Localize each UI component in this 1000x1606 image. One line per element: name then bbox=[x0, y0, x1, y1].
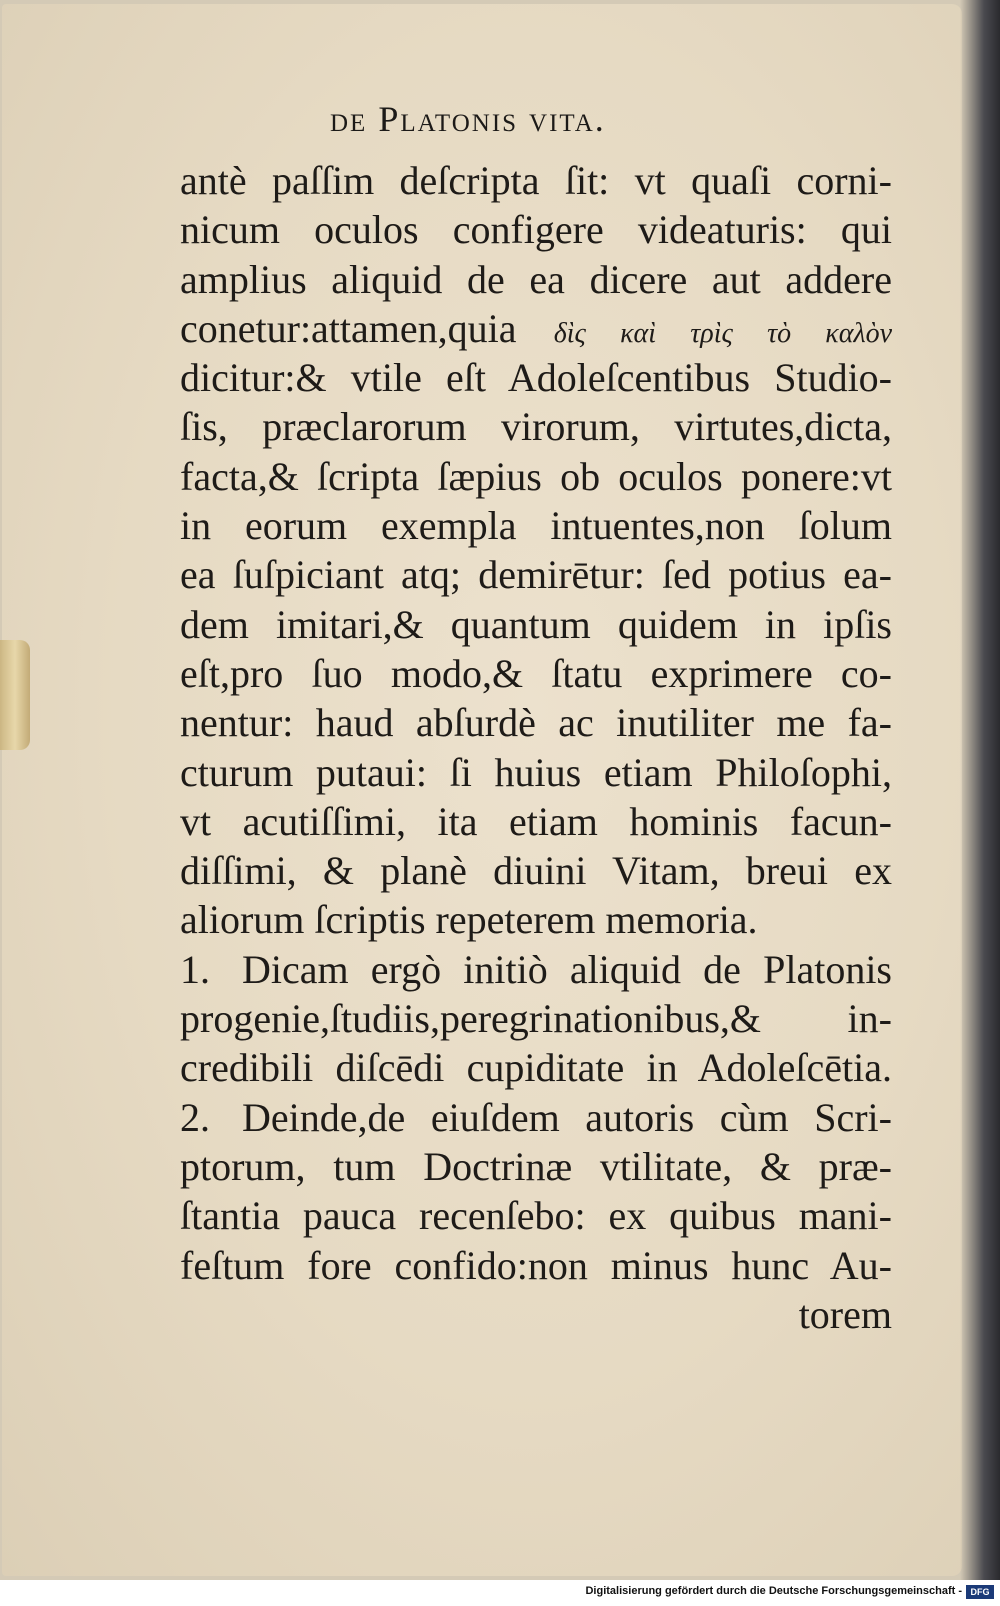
text-line-with-greek bbox=[180, 304, 892, 353]
text-line: ſtantia pauca recenſebo: ex quibus mani- bbox=[180, 1193, 892, 1239]
text-line: ſis, præclarorum virorum, virtutes,dicta, bbox=[180, 404, 892, 450]
greek-phrase: δὶς καὶ τρὶς τὸ καλὸν bbox=[553, 317, 892, 349]
text-line: dem imitari,& quantum quidem in ipſis bbox=[180, 601, 892, 647]
dfg-logo: DFG bbox=[966, 1585, 994, 1599]
text-line: facta,& ſcripta ſæpius ob oculos ponere:vt bbox=[180, 453, 892, 499]
footer-bar bbox=[0, 1580, 1000, 1606]
text-line: dicitur:& vtile eſt Adoleſcentibus Studio- bbox=[180, 355, 892, 401]
text-line: diſſimi, & planè diuini Vitam, breui ex bbox=[180, 848, 892, 894]
numbered-line bbox=[180, 945, 892, 994]
text-line: nentur: haud abſurdè ac inutiliter me fa- bbox=[180, 700, 892, 746]
text-line: progenie,ſtudiis,peregrinationibus,& in- bbox=[180, 996, 892, 1042]
text-fragment: Deinde,de eiuſdem autoris cùm Scri- bbox=[242, 1094, 892, 1140]
binding-clasp bbox=[0, 640, 30, 750]
item-number: 2. bbox=[180, 1094, 210, 1140]
numbered-line bbox=[180, 1093, 892, 1142]
text-fragment: Dicam ergò initiò aliquid de Platonis bbox=[242, 946, 892, 992]
funding-credit: Digitalisierung gefördert durch die Deutsche Forschungsgemeinschaft - bbox=[585, 1585, 962, 1597]
text-line: aliorum ſcriptis repeterem memoria. bbox=[180, 897, 758, 943]
text-line: in eorum exempla intuentes,non ſolum bbox=[180, 503, 892, 549]
body-text bbox=[180, 156, 892, 1339]
text-line: amplius aliquid de ea dicere aut addere bbox=[180, 256, 892, 302]
text-fragment: conetur:attamen,quia bbox=[180, 305, 554, 351]
text-line: ptorum, tum Doctrinæ vtilitate, & præ- bbox=[180, 1143, 892, 1189]
text-line: cturum putaui: ſi huius etiam Philoſophi, bbox=[180, 749, 892, 795]
catchword: torem bbox=[798, 1291, 892, 1337]
text-line: feſtum fore confido:non minus hunc Au- bbox=[180, 1242, 892, 1288]
item-number: 1. bbox=[180, 946, 210, 992]
text-line: antè paſſim deſcripta ſit: vt quaſi corni- bbox=[180, 158, 892, 203]
text-line: nicum oculos configere videaturis: qui bbox=[180, 207, 892, 253]
text-line: eſt,pro ſuo modo,& ſtatu exprimere co- bbox=[180, 650, 892, 696]
page-edge-shadow bbox=[960, 0, 1000, 1580]
text-line: vt acutiſſimi, ita etiam hominis facun- bbox=[180, 798, 892, 844]
text-line: ea ſuſpiciant atq; demirētur: ſed potius ea- bbox=[180, 552, 892, 598]
text-line: credibili diſcēdi cupiditate in Adoleſcētia. bbox=[180, 1045, 892, 1091]
running-header: de Platonis vita. bbox=[330, 99, 606, 139]
